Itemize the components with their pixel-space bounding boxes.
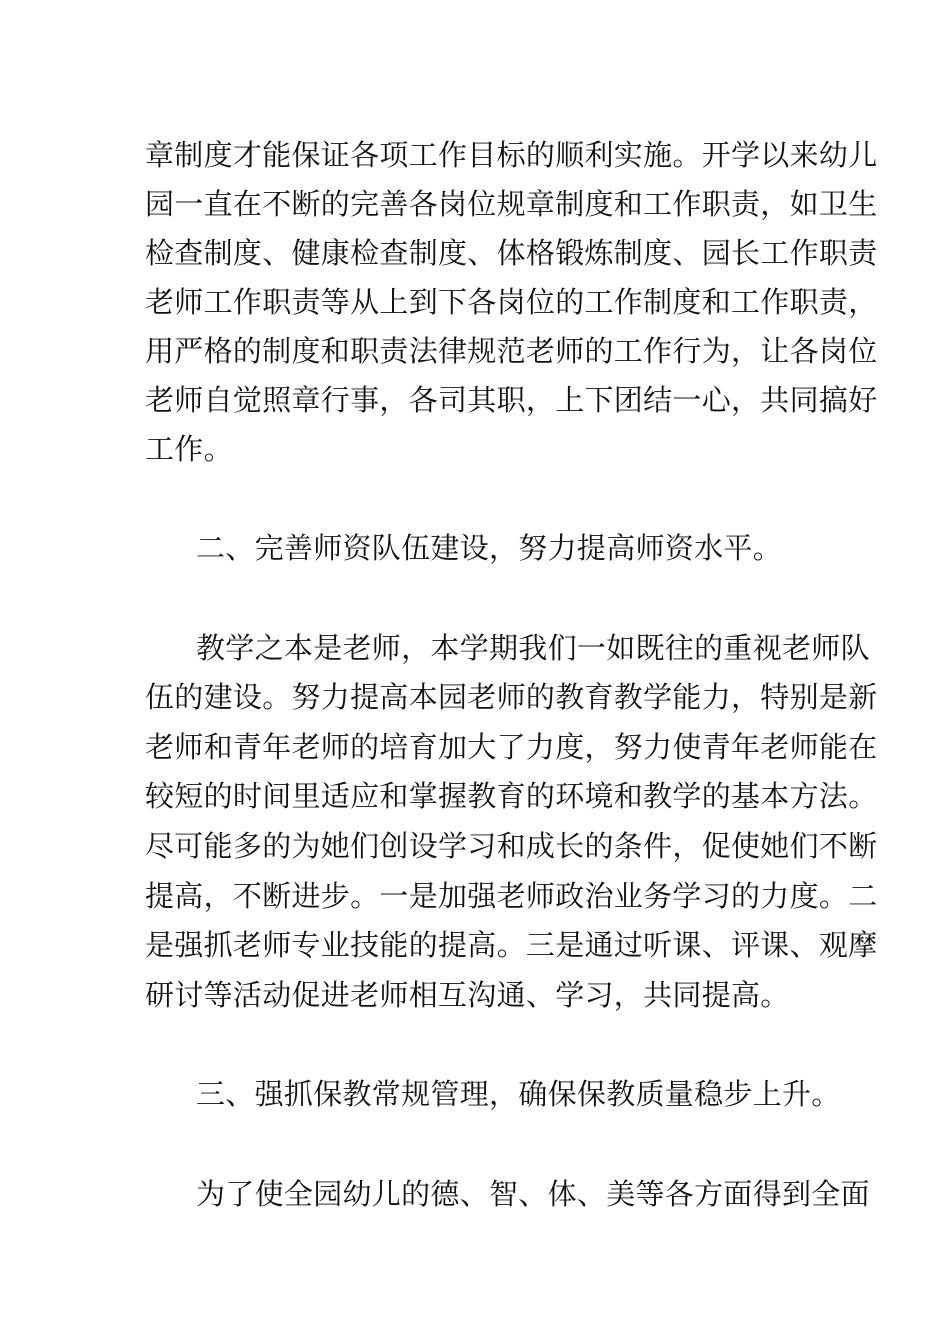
section-heading-3: 三、强抓保教常规管理，确保保教质量稳步上升。 bbox=[196, 1077, 841, 1111]
paragraph-2-line-4: 较短的时间里适应和掌握教育的环境和教学的基本方法。 bbox=[145, 779, 878, 813]
section-heading-2: 二、完善师资队伍建设，努力提高师资水平。 bbox=[196, 531, 783, 565]
paragraph-2-line-3: 老师和青年老师的培育加大了力度，努力使青年老师能在 bbox=[145, 730, 878, 764]
paragraph-1-line-1: 章制度才能保证各项工作目标的顺利实施。开学以来幼儿 bbox=[145, 138, 878, 172]
paragraph-3-line-1: 为了使全园幼儿的德、智、体、美等各方面得到全面 bbox=[196, 1177, 870, 1211]
paragraph-1-line-4: 老师工作职责等从上到下各岗位的工作制度和工作职责， bbox=[145, 285, 878, 319]
paragraph-1-line-2: 园一直在不断的完善各岗位规章制度和工作职责，如卫生 bbox=[145, 187, 878, 221]
paragraph-1-line-7: 工作。 bbox=[145, 432, 233, 466]
paragraph-2-line-2: 伍的建设。努力提高本园老师的教育教学能力，特别是新 bbox=[145, 680, 878, 714]
paragraph-1-line-5: 用严格的制度和职责法律规范老师的工作行为，让各岗位 bbox=[145, 334, 878, 368]
paragraph-2-line-5: 尽可能多的为她们创设学习和成长的条件，促使她们不断 bbox=[145, 829, 878, 863]
paragraph-2-line-6: 提高，不断进步。一是加强老师政治业务学习的力度。二 bbox=[145, 879, 878, 913]
paragraph-2-line-7: 是强抓老师专业技能的提高。三是通过听课、评课、观摩 bbox=[145, 928, 878, 962]
paragraph-2-line-8: 研讨等活动促进老师相互沟通、学习，共同提高。 bbox=[145, 978, 790, 1012]
paragraph-2-line-1: 教学之本是老师，本学期我们一如既往的重视老师队 bbox=[196, 631, 870, 665]
paragraph-1-line-3: 检查制度、健康检查制度、体格锻炼制度、园长工作职责 bbox=[145, 236, 878, 270]
paragraph-1-line-6: 老师自觉照章行事，各司其职，上下团结一心，共同搞好 bbox=[145, 383, 878, 417]
